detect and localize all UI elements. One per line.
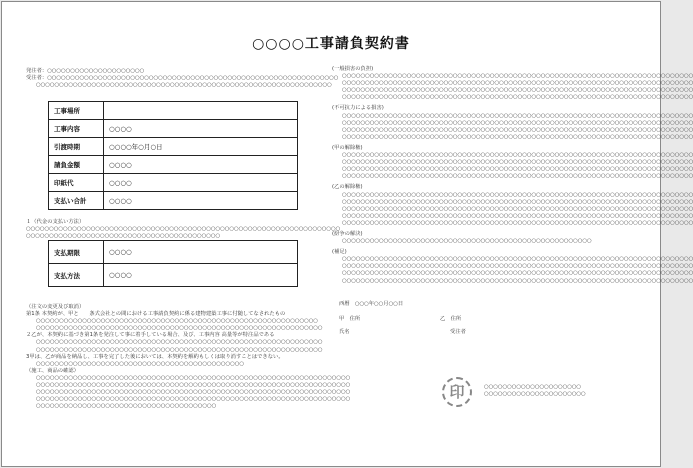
body-line: ○○○○○○○○○○○○○○○○○○○○○○○○○○○○○○○○○○○○○○○○○○○○○○○○○○○○○○○○○○○○○○○○○○○○○○○○○○○○ [342, 152, 693, 159]
body-line: ○○○○○○○○○○○○○○○○○○○○○○○○○○○○○○○○○○○○○○○○○○○○○○○○○○○○○○○○○○○○○○○○○○○○○○○○○○○○ [342, 133, 693, 140]
table-row [49, 192, 298, 210]
body-line: ○○○○○○○○○○○○○○○○○○○○○○○○○○○○○○○○○○○○○○○○○○○○○○○○○○○○○○○○○○○○○○ [36, 346, 323, 353]
clauses-section [26, 304, 350, 410]
table-label: 請負金額 [49, 156, 104, 174]
table-row [49, 174, 298, 192]
section-party-a-termination [332, 144, 693, 180]
party-b-name: 受注者 [450, 329, 466, 335]
body-line: ○○○○○○○○○○○○○○○○○○○○○○○○○○○○○○○○○○○○○○○○○○○○○○○○○○○○○○○○○○○○○○ [36, 339, 323, 346]
table-row [49, 102, 298, 120]
body-line: ○○○○○○○○○○○○○○○○○○○○○ [484, 384, 582, 390]
section-supplement [332, 249, 693, 284]
body-line: ○○○○○○○○○○○○○○○○○○○○○○○○○○○○○○○○○○○○○○○○○○○○○○○○○○○○○○○○○○○○○○○○○○○○○○○○○○○○ [342, 173, 693, 180]
document-title: ○○○○工事請負契約書 [252, 36, 410, 52]
body-line: ２乙が、本契約に基づき第1条を発注して事に着手している場合、及び、工事内容 高量等が特注品である [26, 332, 275, 339]
table-value [104, 102, 298, 120]
section-heading: (紛争の解決) [332, 230, 363, 237]
body-line: ○○○○○○○○○○○○○○○○○○○○○○○○○○○○○○○○○○○○○○○○○○○○○ [36, 360, 244, 367]
section-force-majeure [332, 105, 693, 140]
table-value: ○○○○ [104, 241, 298, 264]
body-line: ○○○○○○○○○○○○○○○○○○○○○○○○○○○○○○○○○○○○○○○○○○○○○○○○○○○○○○○○○○○○○○ [36, 325, 323, 332]
body-line: ○○○○○○○○○○○○○○○○○○○○○○○○○○○○○○○○○○○○○○○○○○ [26, 233, 221, 240]
section-general-damage [332, 66, 693, 101]
table-value: ○○○○年○月○日 [104, 138, 298, 156]
body-line: ○○○○○○○○○○○○○○○○○○○○○○○○○○○○○○○○○○○○○○○○○○○○○○○○○○○○○○○○○○○○○○○○○○○○○○○○○○○○ [342, 166, 693, 173]
contractor-line: ○○○○○○○○○○○○○○○○○○○○○○○○○○○○○○○○○○○○○○○○○○○○○○○○○○○○○○○○○○○○○○○○ [36, 82, 332, 89]
section-party-b-termination [332, 184, 693, 227]
body-line: ○○○○○○○○○○○○○○○○○○○○○○○○○○○○○○○○○○○○○○○○○○○○○○○○○○○○○○○○○○○○○○○○○○○○○○○○○○○○ [342, 256, 693, 263]
contract-summary-table [48, 101, 298, 210]
right-sections [332, 66, 693, 285]
body-line: ○○○○○○○○○○○○○○○○○○○○○○○○○○○○○○○○○○○○○○○ [36, 403, 217, 410]
party-a-name: 氏名 [339, 329, 350, 335]
body-line: ○○○○○○○○○○○○○○○○○○○○○○○○○○○○○○○○○○○○○○○○○○○○○○○○○○○○○○○○○○○○○○○○○○○○○○○○○○○○ [342, 198, 693, 205]
section-heading: (乙の解除権) [332, 184, 363, 191]
table-row [49, 156, 298, 174]
body-line: ○○○○○○○○○○○○○○○○○○○○○○○○○○○○○○○○○○○○○○○○○○○○○○○○○○○○○○○○○○○○○○○○○○○○○○○○○○○○ [342, 94, 693, 101]
table-label: 工事場所 [49, 102, 104, 120]
orderer-line: 発注者：○○○○○○○○○○○○○○○○○○○○○ [26, 68, 145, 74]
table-label: 支払期限 [49, 241, 104, 264]
body-line: ○○○○○○○○○○○○○○○○○○○○○○○○○○○○○○○○○○○○○○○○○○○○○○○○○○○○○○○○○○○○○○○○○○○○ [36, 382, 351, 389]
body-line: 3甲は、乙が商品を納品し、工事を完了した後においては、本契約を解約もしくは取り消すことはできない。 [26, 353, 284, 360]
section-heading: (不可抗力による損害) [332, 105, 384, 112]
body-line: ○○○○○○○○○○○○○○○○○○○○○○○○○○○○○○○○○○○○○○○○○○○○○○○○○○○○○○○○○○○○○○○○○○○○○○○○○○○○ [342, 119, 693, 126]
body-line: ○○○○○○○○○○○○○○○○○○○○○○○○○○○○○○○○○○○○○○○○○○○○○○○○○○○○○○○○○○○○○○○○○○○○○○○○○○○○ [342, 112, 693, 119]
table-value: ○○○○ [104, 264, 298, 287]
section-dispute-resolution [332, 231, 652, 245]
table-value: ○○○○ [104, 120, 298, 138]
body-line: ○○○○○○○○○○○○○○○○○○○○○○○○○○○○○○○○○○○○○○○○○○○○○○○○○○○○○○○○○○○○○○○○○○○○ [36, 374, 351, 381]
body-line: ○○○○○○○○○○○○○○○○○○○○○○○○○○○○○○○○○○○○○○○○○○○○○○○○○○○○○○○○○○○○○○○○○○○○○○○○○○○○ [342, 126, 693, 133]
payment-section [26, 219, 340, 240]
section-heading: (甲の解除権) [332, 144, 363, 151]
body-line: ○○○○○○○○○○○○○○○○○○○○○○○○○○○○○○○○○○○○○○○○○○○○○○○○○○○○○○○○○○○○○○○○○○○○○○○○○○○○ [342, 191, 693, 198]
body-line: ○○○○○○○○○○○○○○○○○○○○○○○○○○○○○○○○○○○○○○○○○○○○○○○○○○○○○○○○○○○○○○○○○○○○○○○○○○○○ [342, 205, 693, 212]
table-value: ○○○○ [104, 156, 298, 174]
section-heading: （注文の変更及び取消） [26, 304, 85, 310]
body-line: ○○○○○○○○○○○○○○○○○○○○○○○○○○○○○○○○○○○○○○○○○○○○○○○○○○○○○○○○○○○○○○○○○○○○○○○○○○○○ [342, 212, 693, 219]
body-line: ○○○○○○○○○○○○○○○○○○○○○○○○○○○○○○○○○○○○○○○○○○○○○○○○○○○○○○○○○○○○○○○○○○○○○○○○○○○○ [342, 80, 693, 87]
body-line: ○○○○○○○○○○○○○○○○○○○○○○○○○○○○○○○○○○○○○○○○○○○○○○○○○○○○○○ [342, 238, 592, 245]
party-b-address: 乙 住所 [440, 316, 462, 322]
section-heading: １（代金の支払い方法） [26, 219, 85, 225]
body-line: ○○○○○○○○○○○○○○○○○○○○○○○○○○○○○○○○○○○○○○○○○○○○○○○○○○○○○○○○○○○○○○○○○○○○○○○○○○○○ [342, 277, 693, 284]
contract-sheet [1, 1, 693, 467]
table-row [49, 138, 298, 156]
table-label: 印紙代 [49, 174, 104, 192]
table-value: ○○○○ [104, 192, 298, 210]
body-line: ○○○○○○○○○○○○○○○○○○○○○○○○○○○○○○○○○○○○○○○○○○○○○○○○○○○○○○○○○○○○○○○○○○○○○○○○○○○○ [342, 159, 693, 166]
body-line: ○○○○○○○○○○○○○○○○○○○○○○○○○○○○○○○○○○○○○○○○○○○○○○○○○○○○○○○○○○○○○○○○○○○○○○○○○○○○ [342, 263, 693, 270]
contractor-line: 受注者：○○○○○○○○○○○○○○○○○○○○○○○○○○○○○○○○○○○○○○○○○○○○○○○○○○○○○○○○○○○○○○○ [26, 75, 339, 82]
body-line: ○○○○○○○○○○○○○○○○○○○○○○○○○○○○○○○○○○○○○○○○○○○○○○○○○○○○○○○○○○○○○○○○○○○○ [36, 389, 351, 396]
body-line: ○○○○○○○○○○○○○○○○○○○○○○○○○○○○○○○○○○○○○○○○○○○○○○○○○○○○○○○○○○○○○○○○○○○○○○○○○○○○ [342, 219, 693, 226]
table-value: ○○○○ [104, 174, 298, 192]
table-label: 支払い合計 [49, 192, 104, 210]
seal-stamp-icon: 印 [442, 377, 472, 407]
section-heading: (一般損害の負担) [332, 66, 374, 72]
table-label: 引渡時期 [49, 138, 104, 156]
body-line: ○○○○○○○○○○○○○○○○○○○○○○○○○○○○○○○○○○○○○○○○○○○○○○○○○○○○○○○○○○○○○○○○○○○○○○○○○○○○ [342, 73, 693, 80]
table-label: 工事内容 [49, 120, 104, 138]
body-line: ○○○○○○○○○○○○○○○○○○○○○○○○○○○○○○○○○○○○○○○○○○○○○○○○○○○○○○○○○○○○○○○○○○○○○○○○○○○○ [342, 87, 693, 94]
body-line: ○○○○○○○○○○○○○○○○○○○○○○○○○○○○○○○○○○○○○○○○○○○○○○○○○○○○○○○○○○○○○○○○○○○○ [26, 226, 341, 233]
seal-info [484, 384, 586, 398]
table-row [49, 264, 298, 287]
body-line: ○○○○○○○○○○○○○○○○○○○○○○○○○○○○○○○○○○○○○○○○○○○○○○○○○○○○○○○○○○○○○○○○○○○○ [36, 396, 351, 403]
body-line: 第1条 本契約が、甲と 条式会社との間における工事請負契約に係る建物建築工事に付随してなされたもの [26, 311, 286, 318]
party-a-address: 甲 住所 [339, 316, 361, 322]
section-heading: （施工、商品の確認） [26, 367, 79, 374]
payment-table [48, 240, 298, 287]
body-line: ○○○○○○○○○○○○○○○○○○○○○○○○○○○○○○○○○○○○○○○○○○○○○○○○○○○○○○○○○○○○○ [36, 318, 318, 325]
body-line: ○○○○○○○○○○○○○○○○○○○○○○ [484, 391, 586, 398]
contract-date: 西暦 ○○○年○○月○○日 [339, 301, 404, 307]
body-line: ○○○○○○○○○○○○○○○○○○○○○○○○○○○○○○○○○○○○○○○○○○○○○○○○○○○○○○○○○○○○○○○○○○○○○○○○○○○○ [342, 270, 693, 277]
section-heading: (補足) [332, 249, 347, 256]
table-row [49, 120, 298, 138]
table-row [49, 241, 298, 264]
parties-block [26, 68, 338, 89]
table-label: 支払方法 [49, 264, 104, 287]
